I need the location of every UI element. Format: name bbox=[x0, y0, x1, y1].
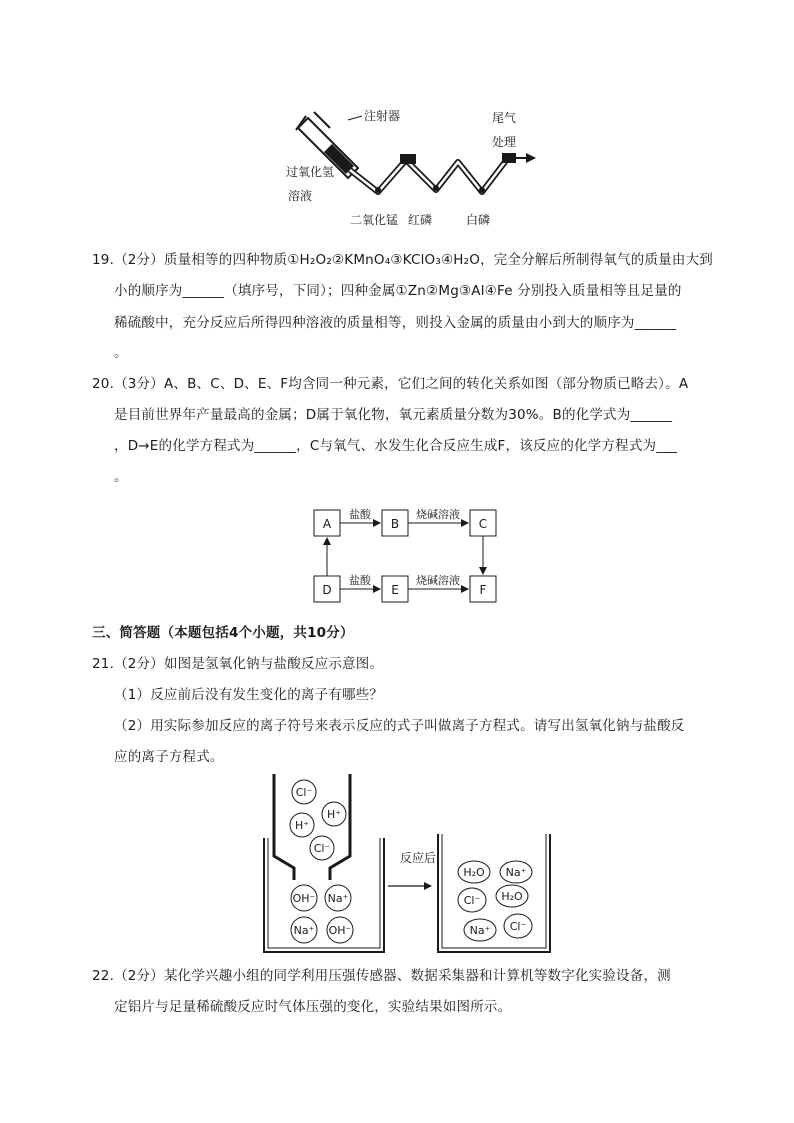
label-white-phosphorus: 白磷 bbox=[466, 213, 491, 227]
flow-figure bbox=[310, 500, 500, 610]
q21-sub-2-line-1: （2）用实际参加反应的离子符号来表示反应的式子叫做离子方程式。请写出氢氧化钠与盐酸反 bbox=[114, 718, 685, 734]
label-naoh-top: 烧碱溶液 bbox=[416, 508, 460, 521]
q19-line-2: 小的顺序为______（填序号，下同）；四种金属①Zn②Mg③Al④Fe 分别投入质量相等且足量的 bbox=[114, 283, 682, 299]
ion-reaction-figure bbox=[258, 772, 554, 956]
ion-cl-2-label: Cl⁻ bbox=[313, 842, 331, 855]
ion-h-1-label: H⁺ bbox=[294, 819, 310, 832]
q22-line-2: 定铝片与足量稀硫酸反应时气体压强的变化，实验结果如图所示。 bbox=[114, 999, 512, 1015]
q20-line-3: ，D→E的化学方程式为______，C与氧气、水发生化合反应生成F，该反应的化学方程式为___ bbox=[114, 438, 678, 454]
ion-cl-1-label: Cl⁻ bbox=[295, 786, 313, 799]
molecule-h2o-2-label: H₂O bbox=[501, 890, 523, 903]
box-b-label: B bbox=[390, 517, 400, 531]
q21-sub-2-line-2: 应的离子方程式。 bbox=[114, 749, 224, 765]
ion-h-2-label: H⁺ bbox=[326, 808, 342, 821]
q22-line-1: 22.（2分）某化学兴趣小组的同学利用压强传感器、数据采集器和计算机等数字化实验设备，测 bbox=[92, 968, 671, 984]
box-e-label: E bbox=[391, 583, 399, 597]
label-mno2: 二氧化锰 bbox=[350, 213, 399, 227]
label-naoh-bottom: 烧碱溶液 bbox=[416, 574, 460, 587]
q20-line-4: 。 bbox=[114, 469, 128, 485]
label-hcl-bottom: 盐酸 bbox=[349, 574, 371, 587]
label-peroxide-2: 溶液 bbox=[288, 189, 313, 203]
label-exhaust-1: 尾气 bbox=[492, 111, 517, 125]
label-syringe: 注射器 bbox=[364, 109, 401, 123]
connector-2 bbox=[502, 153, 516, 163]
q19-line-4: 。 bbox=[114, 345, 128, 361]
zigzag-tube bbox=[350, 158, 508, 192]
q20-line-2: 是目前世界年产量最高的金属；D属于氧化物，氧元素质量分数为30%。B的化学式为______ bbox=[114, 407, 673, 423]
q21-line-1: 21.（2分）如图是氢氧化钠与盐酸反应示意图。 bbox=[92, 656, 384, 672]
box-d-label: D bbox=[322, 583, 332, 597]
ion-na-3-label: Na⁺ bbox=[505, 866, 527, 879]
connector-1 bbox=[400, 154, 416, 164]
q19-line-3: 稀硫酸中，充分反应后所得四种溶液的质量相等，则投入金属的质量由小到大的顺序为______ bbox=[114, 315, 677, 331]
label-red-phosphorus: 红磷 bbox=[408, 213, 433, 227]
molecule-h2o-1-label: H₂O bbox=[463, 866, 485, 879]
label-after-reaction: 反应后 bbox=[400, 851, 437, 865]
reaction-arrow-head-icon bbox=[424, 882, 432, 890]
ion-oh-1-label: OH⁻ bbox=[292, 892, 316, 905]
q19-line-1: 19.（2分）质量相等的四种物质①H₂O₂②KMnO₄③KClO₃④H₂O，完全分解后所制得氧气的质量由大到 bbox=[92, 252, 713, 268]
box-f-label: F bbox=[479, 583, 487, 597]
q20-line-1: 20.（3分）A、B、C、D、E、F均含同一种元素，它们之间的转化关系如图（部分物质已略去）。A bbox=[92, 376, 689, 392]
ion-na-2-label: Na⁺ bbox=[293, 924, 315, 937]
outlet-arrow-icon bbox=[526, 153, 536, 163]
q21-sub-1: （1）反应前后没有发生变化的离子有哪些？ bbox=[114, 687, 384, 703]
ion-cl-3-label: Cl⁻ bbox=[463, 894, 481, 907]
label-hcl-top: 盐酸 bbox=[349, 508, 371, 521]
funnel-right-wall bbox=[330, 774, 350, 880]
section-3-title: 三、简答题（本题包括4个小题，共10分） bbox=[92, 625, 354, 641]
box-c-label: C bbox=[478, 517, 488, 531]
ion-na-1-label: Na⁺ bbox=[327, 892, 349, 905]
apparatus-figure bbox=[270, 100, 540, 232]
ion-oh-2-label: OH⁻ bbox=[328, 924, 352, 937]
box-a-label: A bbox=[322, 517, 332, 531]
label-peroxide-1: 过氧化氢 bbox=[286, 165, 335, 179]
ion-cl-4-label: Cl⁻ bbox=[509, 920, 527, 933]
label-exhaust-2: 处理 bbox=[492, 135, 517, 149]
ion-na-4-label: Na⁺ bbox=[469, 924, 491, 937]
